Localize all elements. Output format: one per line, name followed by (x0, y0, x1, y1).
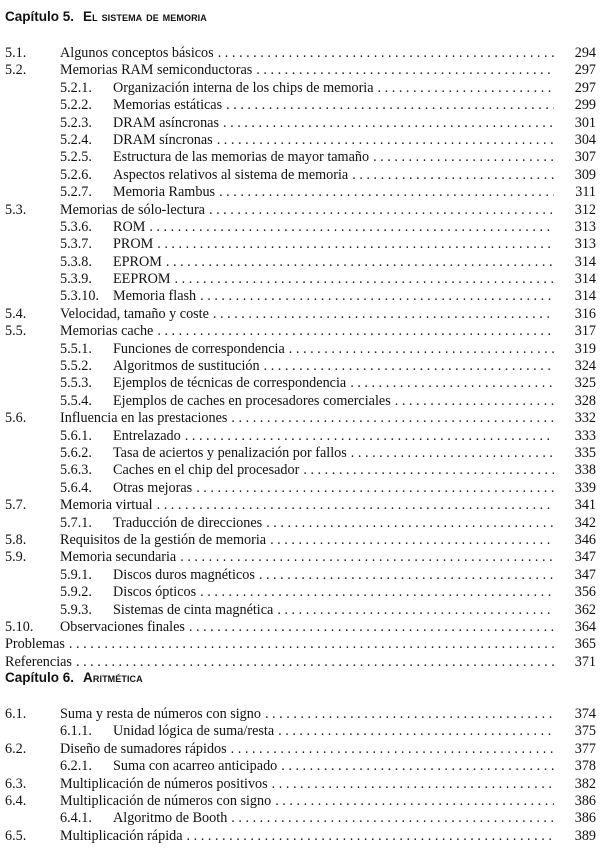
toc-entry-title-wrap (60, 741, 554, 758)
toc-entry-title: Velocidad, tamaño y coste (60, 305, 209, 322)
dot-leader (278, 723, 554, 740)
toc-entry-title-wrap (113, 723, 554, 740)
toc-entry-page: 346 (574, 531, 596, 548)
toc-entry-page: 332 (574, 410, 596, 427)
dot-leader (351, 445, 554, 462)
toc-entry-number: 5.2.4. (60, 131, 92, 148)
toc-entry-title: Algoritmo de Booth (113, 810, 228, 827)
toc-entry-title: Ejemplos de caches en procesadores comerciales (113, 392, 391, 409)
toc-entry-number: 5.6.4. (60, 479, 92, 496)
toc-entry[interactable] (0, 619, 600, 636)
toc-entry[interactable] (0, 341, 600, 358)
toc-entry-title-wrap (113, 254, 554, 271)
toc-entry-title: Algoritmos de sustitución (113, 358, 260, 375)
toc-entry-number: 5.7.1. (60, 514, 92, 531)
toc-entry[interactable] (0, 115, 600, 132)
chapter-6-heading (5, 670, 143, 685)
dot-leader (157, 323, 554, 340)
dot-leader (352, 167, 554, 184)
toc-entry-number: 5.2.7. (60, 184, 92, 201)
dot-leader (187, 828, 554, 845)
dot-leader (395, 393, 554, 410)
toc-entry-number: 5.3.7. (60, 236, 92, 253)
toc-entry-title: Problemas (5, 636, 65, 653)
toc-entry-title: Discos duros magnéticos (113, 566, 255, 583)
toc-entry-title: Observaciones finales (60, 618, 185, 635)
toc-entry-title-wrap (60, 323, 554, 340)
toc-entry[interactable] (0, 358, 600, 375)
dot-leader (259, 567, 554, 584)
toc-entry-title-wrap (60, 62, 554, 79)
toc-entry-title-wrap (113, 567, 554, 584)
toc-entry-title-wrap (113, 115, 554, 132)
dot-leader (76, 654, 554, 671)
toc-entry-page: 294 (574, 45, 596, 61)
toc-entry-number: 5.6.1. (60, 427, 92, 444)
toc-entry-page: 378 (574, 758, 596, 775)
toc-entry-number: 5.2.2. (60, 97, 92, 114)
toc-entry-number: 5.5.1. (60, 340, 92, 357)
toc-entry-title-wrap (60, 497, 554, 514)
toc-entry-page: 335 (574, 444, 596, 461)
toc-entry[interactable] (0, 549, 600, 566)
toc-entry-title-wrap (60, 619, 554, 636)
toc-entry-page: 356 (574, 584, 596, 601)
toc-entry-title-wrap (60, 410, 554, 427)
toc-entry[interactable] (0, 271, 600, 288)
toc-entry[interactable] (0, 132, 600, 149)
toc-entry-title: Multiplicación rápida (60, 827, 183, 844)
dot-leader (157, 497, 554, 514)
toc-entry-title: Multiplicación de números con signo (60, 792, 272, 809)
toc-entry-title: Estructura de las memorias de mayor tamaño (113, 149, 370, 166)
toc-entry-title-wrap (113, 445, 554, 462)
toc-entry-number: 6.4.1. (60, 810, 92, 827)
toc-entry-title: Diseño de sumadores rápidos (60, 740, 227, 757)
toc-entry-number: 5.5. (5, 323, 27, 340)
dot-leader (350, 375, 554, 392)
toc-entry-page: 314 (574, 288, 596, 305)
toc-entry-title-wrap (113, 167, 554, 184)
toc-entry[interactable] (0, 428, 600, 445)
dot-leader (219, 184, 554, 201)
dot-leader (373, 149, 554, 166)
toc-entry-page: 314 (574, 271, 596, 288)
toc-entry-number: 5.3.8. (60, 253, 92, 270)
toc-entry-page: 365 (574, 636, 596, 653)
toc-entry-number: 6.2. (5, 740, 27, 757)
toc-entry-title: Suma y resta de números con signo (60, 706, 261, 722)
toc-entry[interactable] (0, 776, 600, 793)
chapter-6-title: Aritmética (83, 670, 143, 685)
toc-entry[interactable] (0, 497, 600, 514)
toc-entry-title-wrap (113, 288, 554, 305)
toc-entry-title-wrap (60, 532, 554, 549)
toc-entry-title: Requisitos de la gestión de memoria (60, 531, 267, 548)
toc-entry[interactable] (0, 445, 600, 462)
dot-leader (149, 219, 554, 236)
chapter-5-title: El sistema de memoria (83, 9, 207, 24)
toc-entry-number: 5.5.2. (60, 358, 92, 375)
toc-entry-title-wrap (60, 776, 554, 793)
toc-entry-number: 5.6.2. (60, 444, 92, 461)
dot-leader (272, 776, 554, 793)
toc-entry-number: 5.4. (5, 305, 27, 322)
toc-entry-title: Suma con acarreo anticipado (113, 758, 278, 775)
toc-entry[interactable] (0, 584, 600, 601)
toc-entry-title-wrap (113, 462, 554, 479)
toc-entry-title: Memoria Rambus (113, 184, 216, 201)
dot-leader (218, 45, 554, 62)
dot-leader (289, 341, 554, 358)
toc-entry-page: 386 (574, 792, 596, 809)
dot-leader (189, 619, 554, 636)
toc-entry[interactable] (0, 45, 600, 62)
toc-entry-title: EEPROM (113, 271, 171, 288)
dot-leader (265, 706, 554, 723)
toc-entry[interactable] (0, 706, 600, 723)
toc-entry-title: EPROM (113, 253, 162, 270)
toc-entry-number: 5.2.1. (60, 79, 92, 96)
toc-entry-page: 313 (574, 218, 596, 235)
toc-entry-number: 5.5.4. (60, 392, 92, 409)
toc-entry-page: 364 (574, 618, 596, 635)
toc-entry[interactable] (0, 602, 600, 619)
toc-entry-title: Memorias RAM semiconductoras (60, 62, 253, 79)
chapter-5-label: Capítulo 5. (5, 9, 75, 24)
toc-entry-page: 325 (574, 375, 596, 392)
toc-entry-title-wrap (60, 306, 554, 323)
toc-entry[interactable] (0, 515, 600, 532)
dot-leader (226, 97, 554, 114)
chapter-6-label: Capítulo 6. (5, 670, 75, 685)
toc-entry-number: 5.8. (5, 531, 27, 548)
dot-leader (264, 358, 554, 375)
toc-entry[interactable] (0, 97, 600, 114)
toc-entry-page: 371 (574, 653, 596, 670)
toc-entry-title: Memoria virtual (60, 497, 153, 514)
toc-entry[interactable] (0, 393, 600, 410)
toc-entry-title: Memorias de sólo-lectura (60, 201, 205, 218)
toc-entry[interactable] (0, 758, 600, 775)
toc-entry-number: 5.6.3. (60, 462, 92, 479)
toc-entry-page: 389 (574, 827, 596, 844)
toc-entry-title: DRAM asíncronas (113, 114, 219, 131)
toc-entry-number: 5.10. (5, 618, 34, 635)
toc-entry[interactable] (0, 167, 600, 184)
dot-leader (69, 636, 554, 653)
toc-entry-page: 311 (575, 184, 596, 201)
toc-entry-title: Otras mejoras (113, 479, 193, 496)
toc-entry[interactable] (0, 375, 600, 392)
toc-entry-title: Influencia en las prestaciones (60, 410, 228, 427)
toc-entry-title: Entrelazado (113, 427, 181, 444)
toc-entry[interactable] (0, 654, 600, 671)
toc-entry-number: 5.9.2. (60, 584, 92, 601)
toc-entry-title: Unidad lógica de suma/resta (113, 723, 275, 740)
toc-entry-title-wrap (60, 706, 554, 723)
toc-entry-page: 328 (574, 392, 596, 409)
toc-entry-title: Multiplicación de números positivos (60, 775, 268, 792)
dot-leader (196, 480, 554, 497)
toc-entry-number: 5.9.1. (60, 566, 92, 583)
toc-entry-page: 312 (574, 201, 596, 218)
toc-entry-page: 316 (574, 305, 596, 322)
toc-entry-number: 6.4. (5, 792, 27, 809)
toc-entry-title-wrap (113, 428, 554, 445)
toc-entry-title-wrap (113, 515, 554, 532)
toc-entry[interactable] (0, 184, 600, 201)
toc-entry-title-wrap (60, 828, 554, 845)
dot-leader (270, 532, 554, 549)
dot-leader (200, 288, 554, 305)
toc-entry-page: 324 (574, 358, 596, 375)
toc-entry-page: 317 (574, 323, 596, 340)
dot-leader (275, 793, 554, 810)
toc-entry[interactable] (0, 723, 600, 740)
dot-leader (209, 202, 554, 219)
toc-entry-title: Tasa de aciertos y penalización por fallos (113, 444, 347, 461)
toc-entry-number: 5.3.6. (60, 218, 92, 235)
dot-leader (213, 306, 554, 323)
toc-entry-page: 301 (574, 114, 596, 131)
toc-entry[interactable] (0, 219, 600, 236)
toc-entry-page: 297 (574, 62, 596, 79)
dot-leader (256, 62, 554, 79)
toc-entry[interactable] (0, 410, 600, 427)
toc-entry-title: ROM (113, 218, 146, 235)
toc-entry[interactable] (0, 532, 600, 549)
toc-entry-page: 314 (574, 253, 596, 270)
toc-entry[interactable] (0, 80, 600, 97)
toc-entry-title: Organización interna de los chips de memoria (113, 79, 374, 96)
chapter-5-heading (5, 9, 207, 24)
dot-leader (157, 236, 554, 253)
toc-entry-title-wrap (60, 549, 554, 566)
toc-entry-title: Referencias (5, 653, 72, 670)
toc-entry-title: Discos ópticos (113, 584, 197, 601)
toc-entry-page: 342 (574, 514, 596, 531)
toc-entry-title-wrap (113, 375, 554, 392)
toc-entry-title-wrap (60, 45, 554, 62)
toc-entry[interactable] (0, 828, 600, 845)
toc-entry-page: 386 (574, 810, 596, 827)
toc-entry[interactable] (0, 810, 600, 827)
toc-entry[interactable] (0, 202, 600, 219)
toc-entry-title: Funciones de correspondencia (113, 340, 285, 357)
toc-entry-number: 6.2.1. (60, 758, 92, 775)
toc-entry-page: 347 (574, 566, 596, 583)
chapter-6-toc (0, 706, 600, 845)
dot-leader (185, 428, 554, 445)
toc-entry-title-wrap (113, 602, 554, 619)
toc-entry-title-wrap (60, 202, 554, 219)
toc-entry-page: 319 (574, 340, 596, 357)
toc-entry[interactable] (0, 254, 600, 271)
toc-entry-title-wrap (113, 584, 554, 601)
toc-entry-number: 5.2.5. (60, 149, 92, 166)
toc-entry-title: Traducción de direcciones (113, 514, 263, 531)
toc-entry-title-wrap (113, 758, 554, 775)
toc-entry-page: 377 (574, 740, 596, 757)
dot-leader (217, 132, 554, 149)
chapter-5-toc (0, 45, 600, 671)
toc-entry[interactable] (0, 236, 600, 253)
toc-entry-page: 304 (574, 131, 596, 148)
toc-entry-number: 5.2. (5, 62, 27, 79)
toc-entry-title-wrap (113, 219, 554, 236)
toc-entry-number: 5.9.3. (60, 601, 92, 618)
dot-leader (175, 271, 554, 288)
dot-leader (180, 549, 554, 566)
toc-entry[interactable] (0, 149, 600, 166)
toc-entry[interactable] (0, 567, 600, 584)
toc-entry-number: 5.5.3. (60, 375, 92, 392)
toc-entry-page: 309 (574, 166, 596, 183)
dot-leader (223, 115, 554, 132)
toc-entry-number: 5.3.10. (60, 288, 100, 305)
toc-entry-page: 374 (574, 706, 596, 722)
toc-entry-number: 5.2.6. (60, 166, 92, 183)
toc-entry-number: 6.3. (5, 775, 27, 792)
toc-entry-title: Algunos conceptos básicos (60, 45, 214, 61)
toc-entry-page: 299 (574, 97, 596, 114)
toc-entry-title: Memoria flash (113, 288, 197, 305)
toc-entry[interactable] (0, 462, 600, 479)
toc-entry[interactable] (0, 636, 600, 653)
toc-entry[interactable] (0, 288, 600, 305)
toc-entry-title-wrap (113, 80, 554, 97)
toc-entry-title: Ejemplos de técnicas de correspondencia (113, 375, 347, 392)
toc-entry-title-wrap (113, 810, 554, 827)
dot-leader (231, 410, 554, 427)
toc-entry-title-wrap (5, 636, 554, 653)
toc-entry-page: 338 (574, 462, 596, 479)
toc-entry-page: 307 (574, 149, 596, 166)
toc-entry-page: 347 (574, 549, 596, 566)
dot-leader (277, 602, 554, 619)
toc-entry[interactable] (0, 793, 600, 810)
toc-entry-number: 5.6. (5, 410, 27, 427)
toc-entry-page: 382 (574, 775, 596, 792)
toc-entry-number: 5.3. (5, 201, 27, 218)
toc-entry-number: 5.9. (5, 549, 27, 566)
toc-entry-page: 313 (574, 236, 596, 253)
toc-entry-number: 6.1.1. (60, 723, 92, 740)
toc-entry-number: 5.1. (5, 45, 27, 61)
toc-entry-title: Memorias estáticas (113, 97, 223, 114)
toc-entry-title-wrap (113, 358, 554, 375)
toc-entry-title-wrap (113, 132, 554, 149)
toc-entry-title: PROM (113, 236, 154, 253)
toc-entry[interactable] (0, 62, 600, 79)
dot-leader (231, 741, 554, 758)
toc-entry-title-wrap (60, 793, 554, 810)
toc-entry-title-wrap (113, 341, 554, 358)
toc-entry-number: 5.2.3. (60, 114, 92, 131)
dot-leader (266, 515, 554, 532)
toc-entry-title: Sistemas de cinta magnética (113, 601, 274, 618)
dot-leader (166, 254, 554, 271)
dot-leader (281, 758, 554, 775)
toc-entry-page: 339 (574, 479, 596, 496)
toc-entry-title-wrap (113, 393, 554, 410)
toc-entry-title-wrap (113, 149, 554, 166)
toc-entry[interactable] (0, 323, 600, 340)
toc-entry-number: 5.3.9. (60, 271, 92, 288)
toc-entry-title-wrap (113, 236, 554, 253)
toc-entry-title: Memoria secundaria (60, 549, 177, 566)
toc-entry-page: 362 (574, 601, 596, 618)
dot-leader (378, 80, 554, 97)
toc-entry[interactable] (0, 741, 600, 758)
toc-entry-number: 6.1. (5, 706, 27, 722)
toc-entry-title: Aspectos relativos al sistema de memoria (113, 166, 349, 183)
toc-entry-page: 297 (574, 79, 596, 96)
toc-entry[interactable] (0, 306, 600, 323)
toc-entry-page: 341 (574, 497, 596, 514)
toc-entry[interactable] (0, 480, 600, 497)
toc-entry-title-wrap (113, 97, 554, 114)
toc-entry-page: 375 (574, 723, 596, 740)
toc-entry-title: Caches en el chip del procesador (113, 462, 300, 479)
toc-entry-title: DRAM síncronas (113, 131, 213, 148)
dot-leader (231, 810, 554, 827)
toc-entry-number: 5.7. (5, 497, 27, 514)
toc-entry-title: Memorias cache (60, 323, 154, 340)
toc-entry-page: 333 (574, 427, 596, 444)
toc-entry-title-wrap (5, 654, 554, 671)
toc-entry-title-wrap (113, 480, 554, 497)
dot-leader (303, 462, 554, 479)
toc-entry-number: 6.5. (5, 827, 27, 844)
dot-leader (200, 584, 554, 601)
toc-entry-title-wrap (113, 184, 554, 201)
toc-entry-title-wrap (113, 271, 554, 288)
